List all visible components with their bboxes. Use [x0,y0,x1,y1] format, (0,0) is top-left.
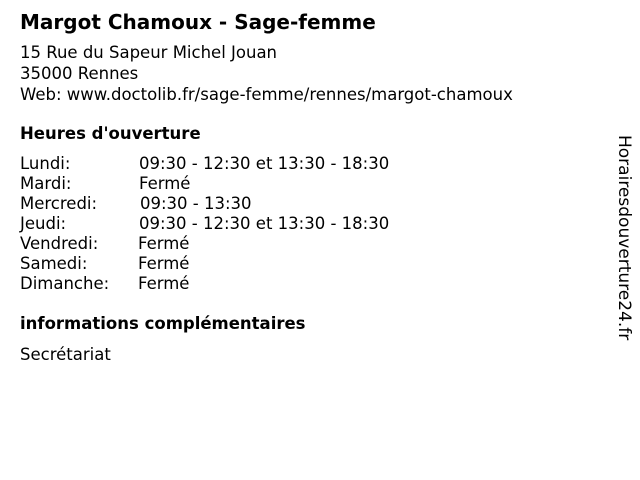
hours-row-sunday [20,274,460,294]
hours-row-monday [20,154,460,174]
site-watermark: Horairesdouverture24.fr [614,135,634,341]
additional-info-heading: informations complémentaires [20,314,306,333]
day-label: Vendredi: [20,234,99,253]
page-title: Margot Chamoux - Sage-femme [20,10,376,34]
website-line: Web: www.doctolib.fr/sage-femme/rennes/margot-chamoux [20,85,513,104]
hours-row-saturday [20,254,460,274]
hours-value: 09:30 - 12:30 et 13:30 - 18:30 [139,154,390,173]
day-label: Jeudi: [20,214,67,233]
address-street: 15 Rue du Sapeur Michel Jouan [20,43,278,62]
hours-value: Fermé [138,274,190,293]
hours-value: 09:30 - 13:30 [140,194,252,213]
address-city: 35000 Rennes [20,64,139,83]
hours-value: 09:30 - 12:30 et 13:30 - 18:30 [139,214,390,233]
hours-value: Fermé [138,254,190,273]
hours-value: Fermé [138,234,190,253]
hours-value: Fermé [139,174,191,193]
additional-info-text: Secrétariat [20,345,111,364]
hours-row-thursday [20,214,460,234]
day-label: Samedi: [20,254,88,273]
hours-row-tuesday [20,174,460,194]
hours-row-wednesday [20,194,460,214]
opening-hours-heading: Heures d'ouverture [20,124,201,143]
day-label: Lundi: [20,154,71,173]
day-label: Mardi: [20,174,72,193]
hours-row-friday [20,234,460,254]
day-label: Dimanche: [20,274,110,293]
day-label: Mercredi: [20,194,98,213]
